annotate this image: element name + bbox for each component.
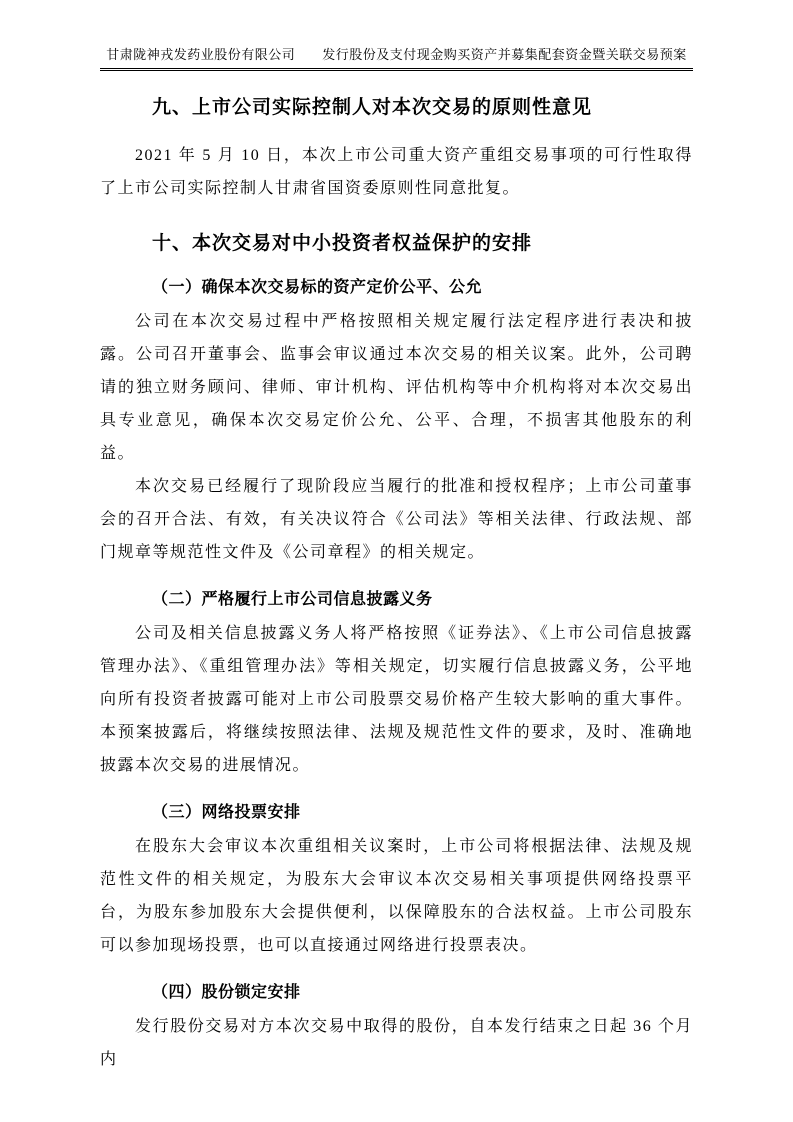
subsection-4-paragraph-1: 发行股份交易对方本次交易中取得的股份，自本发行结束之日起 36 个月内 (100, 1018, 693, 1068)
section-9-title: 九、上市公司实际控制人对本次交易的原则性意见 (152, 97, 593, 118)
subsection-1-paragraph-2: 本次交易已经履行了现阶段应当履行的批准和授权程序；上市公司董事会的召开合法、有效，有关决议符合《公司法》等相关法律、行政法规、部门规章等规范性文件及《公司章程》的相关规定。 (100, 478, 693, 561)
subsection-4-title: （四）股份锁定安排 (152, 984, 301, 1001)
subsection-2-title: （二）严格履行上市公司信息披露义务 (152, 591, 433, 608)
section-10-title: 十、本次交易对中小投资者权益保护的安排 (152, 233, 533, 254)
subsection-1-paragraph-1: 公司在本次交易过程中严格按照相关规定履行法定程序进行表决和披露。公司召开董事会、监事会审议通过本次交易的相关议案。此外，公司聘请的独立财务顾问、律师、审计机构、评估机构等中介机构将对本次交易出具专业意见，确保本次交易定价公允、公平、合理，不损害其他股东的利益。 (100, 313, 693, 462)
page-header (100, 46, 693, 69)
header-title: 甘肃陇神戎发药业股份有限公司 发行股份及支付现金购买资产并募集配套资金暨关联交易预案 (106, 47, 687, 62)
subsection-3-title: （三）网络投票安排 (152, 804, 301, 821)
subsection-3-paragraph-1: 在股东大会审议本次重组相关议案时，上市公司将根据法律、法规及规范性文件的相关规定，为股东大会审议本次交易相关事项提供网络投票平台，为股东参加股东大会提供便利，以保障股东的合法权益。上市公司股东可以参加现场投票，也可以直接通过网络进行投票表决。 (100, 838, 693, 954)
subsection-2-paragraph-1: 公司及相关信息披露义务人将严格按照《证券法》、《上市公司信息披露管理办法》、《重组管理办法》等相关规定，切实履行信息披露义务，公平地向所有投资者披露可能对上市公司股票交易价格产生较大影响的重大事件。本预案披露后，将继续按照法律、法规及规范性文件的要求，及时、准确地披露本次交易的进展情况。 (100, 625, 693, 774)
subsection-1-title: （一）确保本次交易标的资产定价公平、公允 (152, 279, 483, 296)
section-9-paragraph: 2021 年 5 月 10 日，本次上市公司重大资产重组交易事项的可行性取得了上市公司实际控制人甘肃省国资委原则性同意批复。 (100, 147, 693, 197)
